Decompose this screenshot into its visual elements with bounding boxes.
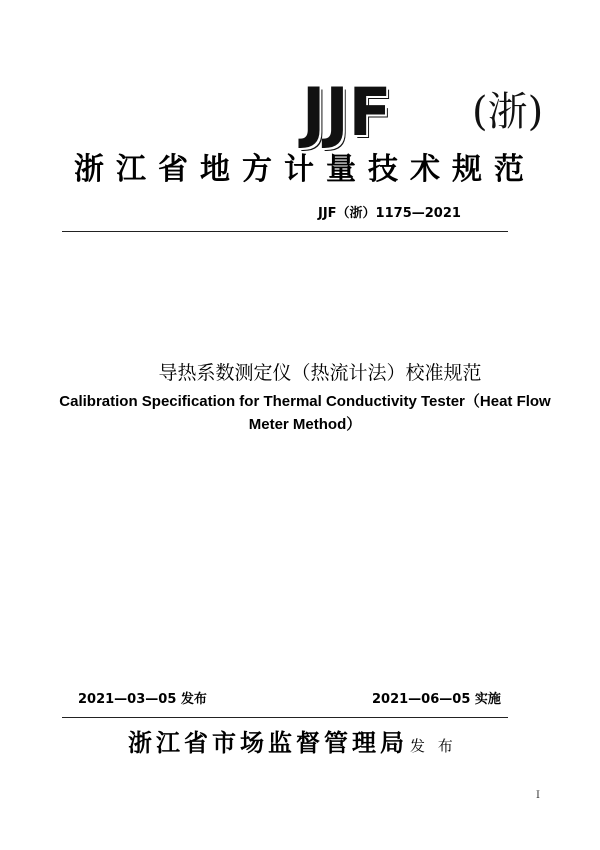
title-english: [40, 390, 570, 436]
jjf-logo: JJF: [302, 74, 392, 151]
top-divider: [62, 231, 508, 232]
implementation-date: 2021—06—05 实施: [372, 692, 501, 707]
page-number: I: [536, 790, 540, 801]
title-english-line-2: Meter Method）: [248, 416, 362, 433]
title-english-line-1: Calibration Specification for Thermal Conductivity Tester（Heat Flow: [59, 393, 551, 410]
bottom-divider: [62, 717, 508, 718]
publisher: [128, 726, 457, 763]
publisher-name: 浙江省市场监督管理局: [128, 728, 408, 757]
publisher-suffix: 发 布: [410, 737, 457, 755]
title-chinese: 导热系数测定仪（热流计法）校准规范: [158, 362, 482, 384]
document-number: JJF（浙）1175—2021: [318, 206, 461, 221]
issue-date: 2021—03—05 发布: [78, 692, 207, 707]
region-mark: (浙): [472, 89, 544, 135]
series-title: 浙江省地方计量技术规范: [74, 152, 536, 187]
